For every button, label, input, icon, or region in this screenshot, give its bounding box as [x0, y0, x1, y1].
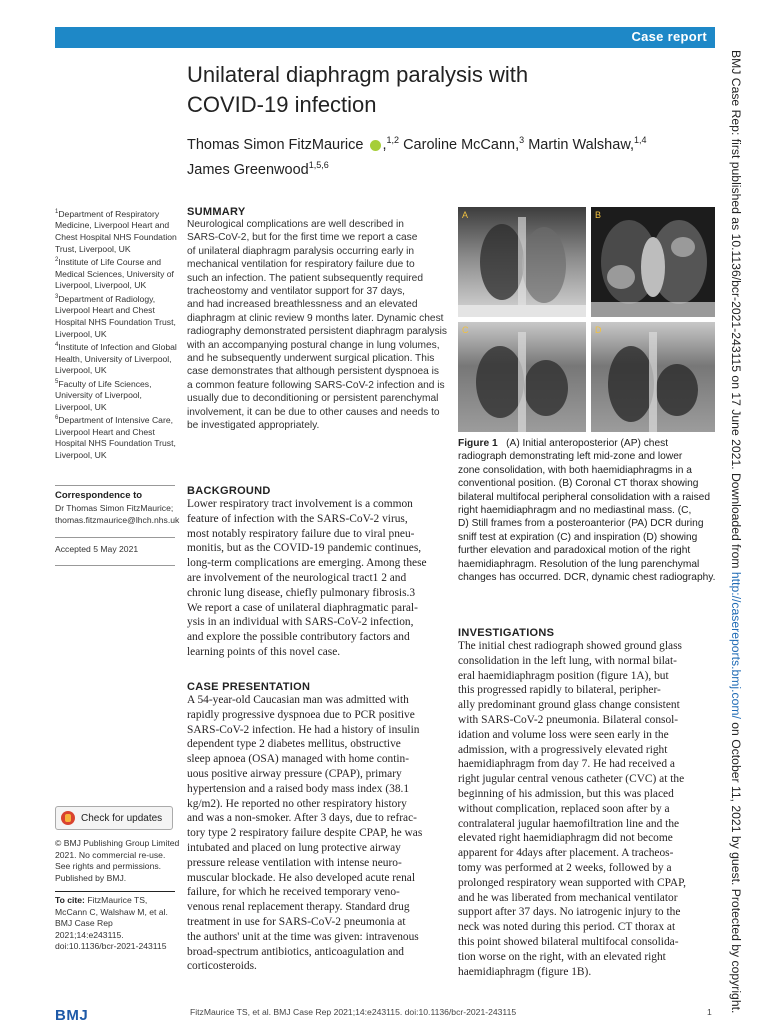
case-presentation-line: failure, for which he received temporary veno-: [187, 886, 400, 899]
page-number: 1: [707, 1007, 712, 1017]
case-presentation-line: the authors' unit at the time was given: intravenous: [187, 930, 419, 943]
case-presentation-line: pressure release ventilation with intense neuro-: [187, 856, 402, 869]
investigations-line: idation and volume loss were seen early in the: [458, 728, 669, 741]
figure-caption: [458, 437, 716, 584]
affiliation-item: $^2$Institute of Life Course and Medical Sciences, University of Liverpool, Liverpool, UK: [55, 257, 174, 291]
case-presentation-line: muscular blockade. He also developed acute renal: [187, 871, 416, 884]
figure-caption-line: sniff test at expiration (C) and inspiration (D) showing: [458, 531, 698, 543]
correspondence-email[interactable]: thomas.fitzmaurice@lhch.nhs.uk: [55, 514, 180, 525]
investigations-line: contralateral jugular haemofiltration line and the: [458, 817, 680, 830]
case-presentation-line: uous positive airway pressure (CPAP), primary: [187, 767, 402, 780]
section-heading: CASE PRESENTATION: [187, 681, 311, 693]
figure-caption-line: haemidiaphragm. Resolution of the lung parenchymal: [458, 558, 700, 570]
figure-panel-b: [591, 207, 715, 317]
figure-panel-c: [458, 322, 586, 432]
crossmark-icon: [61, 811, 75, 825]
download-notice-text: BMJ Case Rep: first published as 10.1136/bcr-2021-243115 on 17 June 2021. Downloaded from http://casereports.bmj.com/ on October 11, 2021 by guest. Protected by copyright.: [729, 50, 743, 1014]
investigations-line: The initial chest radiograph showed ground glass: [458, 640, 682, 652]
figure-caption-label: Figure 1: [458, 438, 498, 449]
case-presentation-line: intubated and placed on lung protective airway: [187, 841, 401, 854]
summary-line: involvement, it can be due to other causes and needs to: [187, 406, 440, 418]
summary-line: a common feature following SARS-CoV-2 infection and is: [187, 379, 445, 391]
article-title: [187, 60, 587, 120]
footer-citation: FitzMaurice TS, et al. BMJ Case Rep 2021;14:e243115. doi:10.1136/bcr-2021-243115: [190, 1007, 517, 1017]
figure-panel-d: [591, 322, 715, 432]
affiliations: [55, 207, 177, 462]
summary-line: of unilateral diaphragm paralysis occurring early in: [187, 245, 415, 257]
investigations-line: neck was noted during this period. CT thorax at: [458, 921, 676, 934]
figure-caption-line: bilateral multifocal peripheral consolidation with a raised: [458, 491, 710, 503]
summary-line: Neurological complications are well described in: [187, 219, 404, 230]
section-heading: BACKGROUND: [187, 485, 271, 497]
background-line: and explore the possible contributory factors and: [187, 631, 410, 644]
summary-line: usually due to deconditioning or persistent parenchymal: [187, 393, 439, 405]
check-for-updates-button[interactable]: [55, 806, 173, 830]
investigations-line: without complication, replaced soon after by a: [458, 802, 670, 815]
figure-caption-line: further elevation and paradoxical motion of the right: [458, 545, 691, 557]
check-for-updates-label: Check for updates: [81, 812, 163, 824]
figure-panel-label: A: [462, 210, 469, 220]
author-affil-sup: 3: [519, 135, 525, 145]
investigations-line: beginning of his admission, but this was placed: [458, 787, 674, 800]
section-heading: INVESTIGATIONS: [458, 627, 555, 639]
correspondence-heading: Correspondence to: [55, 490, 143, 501]
case-presentation-line: SARS-CoV-2 infection. He had a history of insulin: [187, 723, 420, 736]
investigations-line: haemidiaphragm (figure 1B).: [458, 965, 592, 978]
article-type-label: Case report: [631, 29, 707, 44]
summary-line: be investigated appropriately.: [187, 420, 320, 432]
background-line: ysis in an individual with SARS-CoV-2 infection,: [187, 616, 414, 629]
figure-caption-line: changes has occurred. DCR, dynamic chest radiography.: [458, 572, 716, 584]
affiliation-item: $^5$Faculty of Life Sciences, University of Liverpool, Liverpool, UK: [55, 378, 152, 412]
title-line-1: Unilateral diaphragm paralysis with: [187, 62, 529, 87]
divider: [55, 485, 175, 486]
casereports-link[interactable]: http://casereports.bmj.com/: [729, 571, 743, 719]
case-presentation-line: and was a non-smoker. After 3 days, due to refrac-: [187, 812, 417, 825]
background-line: monitis, but as the COVID-19 pandemic continues,: [187, 542, 422, 555]
cite-text: FitzMaurice TS, McCann C, Walshaw M, et al. BMJ Case Rep 2021;14:e243115. doi:10.1136/bcr-2021-243115: [55, 895, 168, 952]
investigations-line: prolonged respiratory wean supported with CPAP,: [458, 876, 686, 889]
bmj-logo: BMJ: [55, 1007, 89, 1024]
case-presentation-line: tory type 2 respiratory failure despite CPAP, he was: [187, 827, 423, 840]
investigations-line: admission, with a progressively elevated right: [458, 743, 668, 756]
download-notice: [729, 50, 765, 1014]
orcid-icon[interactable]: [370, 140, 381, 151]
author-name[interactable]: Caroline McCann,: [403, 136, 520, 153]
divider: [55, 565, 175, 566]
summary-section: [187, 206, 449, 433]
figure-caption-line: radiograph demonstrating left mid-zone and lower: [458, 451, 683, 463]
background-line: feature of infection with the SARS-CoV-2 virus,: [187, 512, 408, 525]
background-line: are involvement of the neurological tract1 2 and: [187, 571, 407, 584]
investigations-line: right jugular central venous catheter (CVC) at the: [458, 773, 685, 786]
case-presentation-line: broad-spectrum antibiotics, anticoagulation and: [187, 945, 404, 958]
affiliation-item: $^6$Department of Intensive Care, Liverpool Heart and Chest Hospital NHS Foundation Trust, Liverpool, UK: [55, 415, 176, 461]
divider: [55, 537, 175, 538]
summary-line: case demonstrates that although persistent dyspnoea is: [187, 366, 440, 378]
author-name[interactable]: Thomas Simon FitzMaurice: [187, 136, 364, 153]
case-presentation-line: dependent type 2 diabetes mellitus, obstructive: [187, 738, 401, 751]
summary-line: mechanical ventilation for respiratory failure due to: [187, 259, 415, 271]
investigations-line: support after 37 days. No iatrogenic injury to the: [458, 906, 681, 919]
case-presentation-text: [187, 693, 443, 974]
figure-panel-label: C: [462, 325, 469, 335]
case-presentation-section: [187, 681, 443, 974]
case-presentation-line: rapidly progressive dyspnoea due to PCR positive: [187, 708, 415, 721]
summary-line: diaphragm at clinic review 9 months later. Dynamic chest: [187, 312, 444, 324]
coronal-ct-image: [591, 207, 715, 317]
dcr-inspiration-image: [591, 322, 715, 432]
summary-line: tracheostomy and ventilator support for 37 days,: [187, 286, 406, 298]
investigations-text: [458, 639, 715, 979]
correspondence-name: Dr Thomas Simon FitzMaurice;: [55, 503, 174, 513]
cite-box: [55, 891, 175, 953]
figure-caption-line: conventional position. (B) Coronal CT thorax showing: [458, 478, 699, 490]
background-line: Lower respiratory tract involvement is a common: [187, 498, 413, 510]
background-line: learning points of this novel case.: [187, 645, 341, 658]
summary-line: and he subsequently underwent surgical plication. This: [187, 353, 435, 365]
author-name[interactable]: Martin Walshaw,: [528, 136, 635, 153]
background-line: long-term complications are emerging. Among these: [187, 557, 427, 570]
investigations-line: ally predominant ground glass change consistent: [458, 699, 680, 712]
figure-caption-line: D) Still frames from a posteroanterior (PA) DCR during: [458, 518, 704, 530]
case-presentation-line: sleep apnoea (OSA) managed with home contin-: [187, 753, 410, 766]
background-text: [187, 497, 443, 660]
investigations-line: consolidation in the left lung, with normal bilat-: [458, 654, 677, 667]
figure-panel-label: B: [595, 210, 602, 220]
accepted-date: Accepted 5 May 2021: [55, 544, 139, 554]
summary-line: with an accompanying postural change in lung volumes,: [187, 339, 440, 351]
investigations-line: this point showed bilateral multifocal consolida-: [458, 935, 679, 948]
figure-panel-a: [458, 207, 586, 317]
investigations-line: apparent for 4days after placement. A tracheos-: [458, 847, 674, 860]
affiliation-item: $^4$Institute of Infection and Global Health, University of Liverpool, Liverpool, UK: [55, 341, 177, 376]
background-line: chronic lung disease, chiefly pulmonary fibrosis.3: [187, 586, 416, 599]
copyright-notice: © BMJ Publishing Group Limited 2021. No commercial re-use. See rights and permissions. Published by BMJ.: [55, 838, 180, 883]
dcr-expiration-image: [458, 322, 586, 432]
summary-line: SARS-CoV-2, but for the first time we report a case: [187, 232, 418, 244]
case-presentation-line: kg/m2). He reported no other respiratory history: [187, 797, 407, 810]
author-name[interactable]: James Greenwood: [187, 161, 309, 178]
investigations-line: and he was liberated from mechanical ventilator: [458, 891, 678, 904]
case-presentation-line: A 54-year-old Caucasian man was admitted with: [187, 694, 409, 706]
figure-caption-line: Figure 1 (A) Initial anteroposterior (AP) chest: [458, 438, 669, 449]
investigations-line: this progressed rapidly to bilateral, peripher-: [458, 684, 661, 697]
summary-line: such an infection. The patient subsequently required: [187, 272, 423, 284]
investigations-line: elevated right haemidiaphragm did not become: [458, 832, 673, 845]
summary-line: and had increased breathlessness and an elevated: [187, 299, 418, 311]
case-presentation-line: hypertension and a raised body mass index (38.1: [187, 782, 410, 795]
investigations-line: eral haemidiaphragm position (figure 1A), but: [458, 669, 669, 682]
background-line: most notably respiratory failure due to viral pneu-: [187, 527, 415, 540]
article-type-bar: [55, 27, 715, 48]
case-presentation-line: corticosteroids.: [187, 960, 257, 973]
figure-caption-line: zone consolidation, with both haemidiaphragms in a: [458, 464, 692, 476]
correspondence-details: [55, 503, 180, 526]
investigations-line: tion worse on the right, with an elevated right: [458, 950, 666, 963]
author-affil-sup: 1,4: [634, 135, 647, 145]
summary-text: [187, 218, 449, 433]
author-list: Thomas Simon FitzMaurice ,$^{1,2}$ Caroline McCann,$^3$ Martin Walshaw,$^{1,4}$ James Greenwood$^{1,5,6}$: [187, 135, 647, 178]
background-line: We report a case of unilateral diaphragmatic paral-: [187, 601, 418, 614]
author-affil-sup: 1,5,6: [308, 159, 329, 170]
affiliation-item: $^1$Department of Respiratory Medicine, Liverpool Heart and Chest Hospital NHS Foundation Trust, Liverpool, UK: [55, 208, 177, 254]
background-section: [187, 485, 443, 660]
investigations-line: tomy was performed at 2 weeks, followed by a: [458, 861, 672, 874]
figure-panel-label: D: [595, 325, 602, 335]
summary-line: radiography demonstrated persistent diaphragm paralysis: [187, 326, 447, 338]
investigations-line: haemidiaphragm from day 7. He had received a: [458, 758, 675, 771]
case-presentation-line: venous renal replacement therapy. Standard drug: [187, 901, 410, 914]
investigations-line: with SARS-CoV-2 pneumonia. Bilateral consol-: [458, 713, 679, 726]
affiliation-item: $^3$Department of Radiology, Liverpool Heart and Chest Hospital NHS Foundation Trust, Liverpool, UK: [55, 293, 176, 339]
chest-xray-a-image: [458, 207, 586, 317]
author-affil-sup: 1,2: [386, 135, 400, 145]
investigations-section: [458, 627, 715, 979]
section-heading: SUMMARY: [187, 206, 246, 218]
figure-caption-line: right haemidiaphragm and no mediastinal mass. (C,: [458, 505, 692, 517]
case-presentation-line: treatment in use for SARS-CoV-2 pneumonia at: [187, 915, 406, 928]
cite-label: To cite:: [55, 895, 85, 905]
title-line-2: COVID-19 infection: [187, 92, 377, 117]
